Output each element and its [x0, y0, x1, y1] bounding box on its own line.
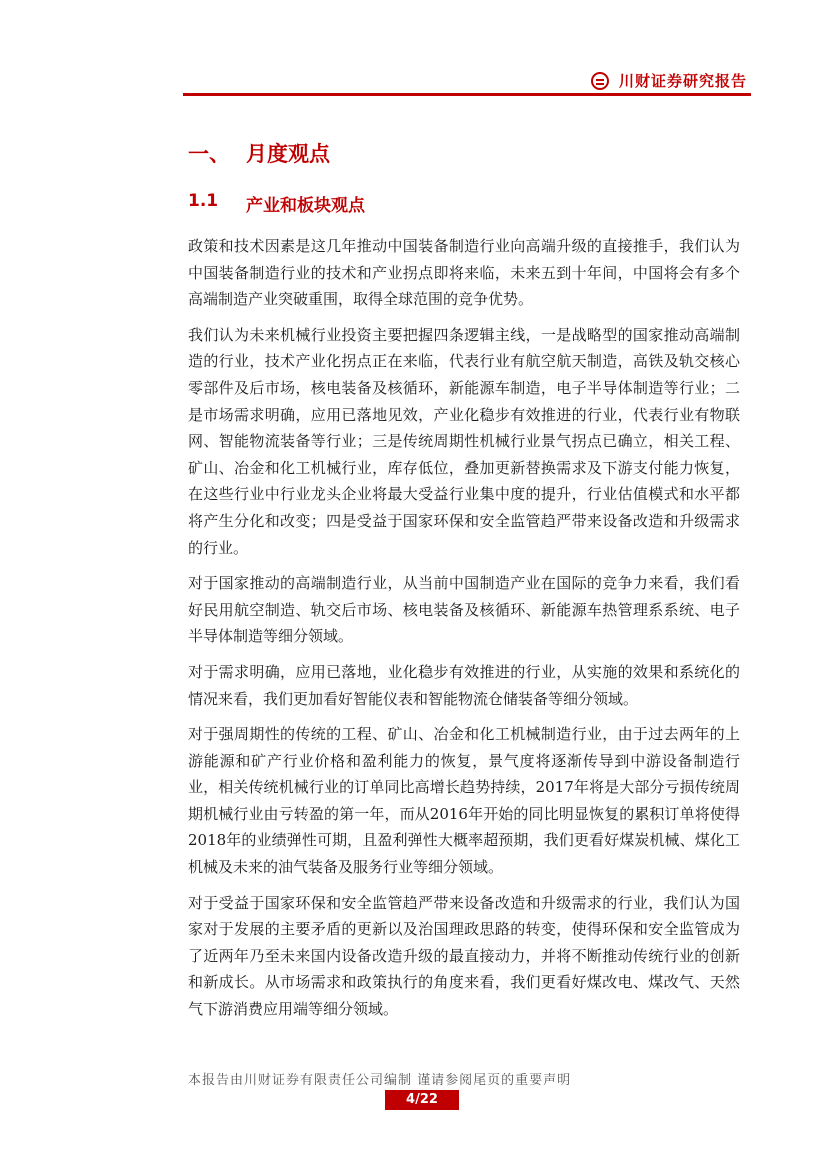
section-heading [188, 138, 330, 168]
paragraph: 对于需求明确，应用已落地，业化稳步有效推进的行业，从实施的效果和系统化的情况来看，我们更加看好智能仪表和智能物流仓储装备等细分领域。 [188, 662, 740, 708]
paragraph: 对于国家推动的高端制造行业，从当前中国制造产业在国际的竞争力来看，我们看好民用航空制造、轨交后市场、核电装备及核循环、新能源车热管理系系统、电子半导体制造等细分领域。 [188, 574, 740, 646]
header-brand [591, 70, 747, 91]
subsection-heading [188, 191, 365, 216]
page-header [183, 66, 751, 96]
section-number: 一、 [188, 142, 230, 166]
header-rule [183, 93, 751, 96]
subsection-title: 产业和板块观点 [246, 196, 365, 216]
footer-disclaimer: 本报告由川财证券有限责任公司编制 谨请参阅尾页的重要声明 [188, 1073, 572, 1088]
section-title: 月度观点 [246, 142, 330, 166]
chuancai-logo-icon [591, 72, 609, 90]
paragraph: 对于强周期性的传统的工程、矿山、冶金和化工机械制造行业，由于过去两年的上游能源和矿产行业价格和盈利能力的恢复，景气度将逐渐传导到中游设备制造行业，相关传统机械行业的订单同比高增长趋势持续，2017年将是大部分亏损传统周期机械行业由亏转盈的第一年，而从2016年开始的同比明显恢复的累积订单将使得2018年的业绩弹性可期，且盈利弹性大概率超预期，我们更看好煤炭机械、煤化工机械及未来的油气装备及服务行业等细分领域。 [188, 725, 740, 877]
body-text [188, 233, 740, 1032]
subsection-number: 1.1 [188, 191, 219, 211]
paragraph: 对于受益于国家环保和安全监管趋严带来设备改造和升级需求的行业，我们认为国家对于发展的主要矛盾的更新以及治国理政思路的转变，使得环保和安全监管成为了近两年乃至未来国内设备改造升级的最直接动力，并将不断推动传统行业的创新和新成长。从市场需求和政策执行的角度来看，我们更看好煤改电、煤改气、天然气下游消费应用端等细分领域。 [188, 893, 740, 1019]
paragraph: 政策和技术因素是这几年推动中国装备制造行业向高端升级的直接推手，我们认为中国装备制造行业的技术和产业拐点即将来临，未来五到十年间，中国将会有多个高端制造产业突破重围，取得全球范围的竞争优势。 [188, 237, 740, 309]
paragraph: 我们认为未来机械行业投资主要把握四条逻辑主线，一是战略型的国家推动高端制造的行业，技术产业化拐点正在来临，代表行业有航空航天制造，高铁及轨交核心零部件及后市场，核电装备及核循环，新能源车制造，电子半导体制造等行业；二是市场需求明确，应用已落地见效，产业化稳步有效推进的行业，代表行业有物联网、智能物流装备等行业；三是传统周期性机械行业景气拐点已确立，相关工程、矿山、冶金和化工机械行业，库存低位，叠加更新替换需求及下游支付能力恢复，在这些行业中行业龙头企业将最大受益行业集中度的提升，行业估值模式和水平都将产生分化和改变；四是受益于国家环保和安全监管趋严带来设备改造和升级需求的行业。 [188, 325, 740, 557]
page-number: 4/22 [385, 1090, 459, 1110]
header-title: 川财证券研究报告 [618, 72, 747, 90]
